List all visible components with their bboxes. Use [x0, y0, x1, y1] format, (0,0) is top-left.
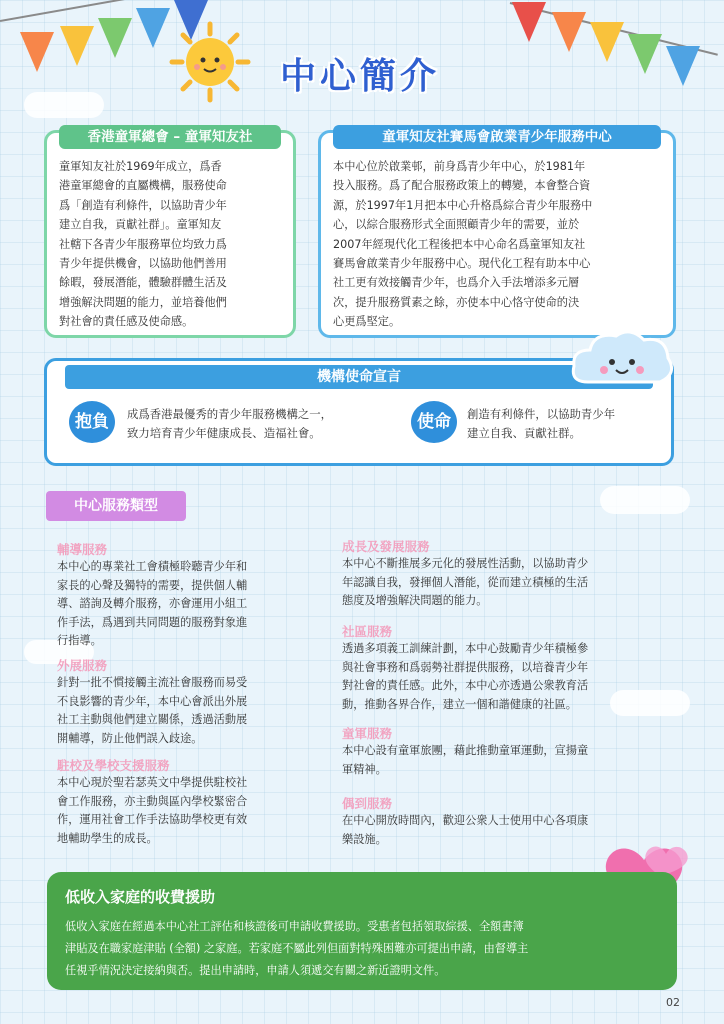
- text-line: 投入服務。爲了配合服務政策上的轉變，本會整合資: [333, 179, 591, 193]
- text-line: 軍精神。: [342, 762, 387, 776]
- text-line: 不良影響的青少年，本中心會派出外展: [57, 694, 248, 708]
- cloud: [610, 690, 690, 716]
- text-line: 次，提升服務質素之餘，亦使本中心恪守使命的決: [333, 295, 580, 309]
- text-line: 樂設施。: [342, 832, 387, 846]
- flag: [20, 32, 54, 72]
- text-line: 對社會的責任感及使命感。: [59, 315, 194, 329]
- services-tag: 中心服務類型: [46, 491, 186, 521]
- text-line: 透過多項義工訓練計劃，本中心鼓勵青少年積極參: [342, 642, 589, 655]
- text-line: 賽馬會啟業青少年服務中心。現代化工程有助本中心: [333, 257, 591, 271]
- service-title: 駐校及學校支援服務: [57, 758, 170, 773]
- sun-icon: [168, 20, 252, 104]
- service-title: 童軍服務: [342, 726, 393, 741]
- service-title: 成長及發展服務: [342, 539, 430, 554]
- service-description: [342, 812, 588, 849]
- fee-assistance-box: [47, 872, 677, 990]
- cloud-face-icon: [568, 326, 678, 392]
- text-line: 作手法，爲遇到共同問題的服務對象進: [57, 615, 248, 629]
- text-line: 社轄下各青少年服務單位均致力爲: [59, 237, 227, 251]
- mission-text: [467, 405, 615, 443]
- text-line: 本中心不斷推展多元化的發展性活動，以協助青少: [342, 557, 589, 570]
- text-line: 社工更有效接觸青少年，也爲介入手法增添多元層: [333, 276, 580, 290]
- flag: [666, 46, 700, 86]
- text-line: 增強解決問題的能力，並培養他們: [59, 295, 227, 309]
- text-line: 與社會事務和爲弱勢社群提供服務，以培養青少年: [342, 660, 589, 674]
- text-line: 本中心位於啟業邨，前身爲青少年中心，於1981年: [333, 160, 586, 173]
- cloud: [24, 92, 104, 118]
- text-line: 在中心開放時間內，歡迎公衆人士使用中心各項康: [342, 814, 589, 827]
- text-line: 餘暇，發展潛能，體驗群體生活及: [59, 276, 227, 290]
- vision-badge: 抱負: [69, 401, 115, 443]
- service-title: 輔導服務: [57, 542, 108, 557]
- text-line: 態度及增強解決問題的能力。: [342, 594, 488, 607]
- text-line: 心更爲堅定。: [333, 315, 401, 329]
- mission-badge: 使命: [411, 401, 457, 443]
- fee-assistance-title: 低收入家庭的收費援助: [65, 888, 216, 906]
- text-line: 動，推動各界合作，建立一個和諧健康的社區。: [342, 697, 577, 711]
- text-line: 創造有利條件，以協助青少年: [467, 407, 616, 421]
- text-line: 致力培育青少年健康成長、造福社會。: [127, 426, 321, 440]
- text-line: 青少年提供機會，以協助他們善用: [59, 257, 227, 271]
- text-line: 本中心的專業社工會積極聆聽青少年和: [57, 560, 248, 573]
- text-line: 心，以綜合服務形式全面照顧青少年的需要，並於: [333, 218, 580, 232]
- text-line: 源，於1997年1月把本中心升格爲綜合青少年服務中: [333, 198, 593, 212]
- flag: [628, 34, 662, 74]
- text-line: 對社會的責任感。此外，本中心亦透過公衆教育活: [342, 679, 589, 692]
- flag: [60, 26, 94, 66]
- text-line: 作，運用社會工作手法協助學校更有效: [57, 813, 248, 826]
- text-line: 家長的心聲及獨特的需要，提供個人輔: [57, 578, 248, 592]
- page-title: 中心簡介: [280, 56, 441, 97]
- flag: [136, 8, 170, 48]
- text-line: 爲「創造有利條件，以協助青少年: [59, 198, 227, 212]
- flag: [512, 2, 546, 42]
- service-description: [342, 742, 588, 779]
- about-organization-card: [44, 130, 296, 338]
- flag: [98, 18, 132, 58]
- vision-text: [127, 405, 332, 443]
- card-heading: 香港童軍總會 – 童軍知友社: [59, 125, 281, 149]
- text-line: 津貼及在職家庭津貼 (全額) 之家庭。若家庭不屬此列但面對特殊困難亦可提出申請，由督導主: [65, 942, 529, 955]
- text-line: 年認識自我，發揮個人潛能，從而建立積極的生活: [342, 575, 589, 589]
- text-line: 導、諮詢及轉介服務，亦會運用小組工: [57, 597, 248, 610]
- text-line: 童軍知友社於1969年成立，爲香: [59, 160, 222, 173]
- mission-heading: 機構使命宣言: [65, 365, 653, 389]
- text-line: 本中心現於聖若瑟英文中學提供駐校社: [57, 776, 248, 789]
- flag: [552, 12, 586, 52]
- flag: [590, 22, 624, 62]
- text-line: 2007年經現代化工程後把本中心命名爲童軍知友社: [333, 237, 586, 251]
- text-line: 港童軍總會的直屬機構，服務使命: [59, 179, 227, 193]
- text-line: 本中心設有童軍旅團，藉此推動童軍運動，宣揚童: [342, 744, 589, 757]
- text-line: 社工主動與他們建立關係，透過活動展: [57, 713, 248, 726]
- page-number: 02: [666, 996, 680, 1009]
- text-line: 建立自我、貢獻社群。: [467, 426, 581, 440]
- text-line: 成爲香港最優秀的青少年服務機構之一，: [127, 407, 333, 421]
- service-description: [57, 674, 247, 748]
- service-title: 外展服務: [57, 658, 108, 673]
- service-title: 偶到服務: [342, 796, 393, 811]
- text-line: 任視乎情況決定接納與否。提出申請時，申請人須遞交有關之新近證明文件。: [65, 964, 446, 977]
- service-title: 社區服務: [342, 624, 393, 639]
- fee-assistance-text: [65, 916, 663, 982]
- service-description: [57, 774, 247, 848]
- text-line: 開輔導，防止他們誤入歧途。: [57, 731, 203, 745]
- text-line: 行指導。: [57, 634, 102, 647]
- card-body: [333, 157, 663, 332]
- text-line: 會工作服務，亦主動與區內學校緊密合: [57, 794, 248, 808]
- service-description: [57, 558, 247, 651]
- text-line: 建立自我，貢獻社群」。童軍知友: [59, 218, 222, 232]
- cloud: [600, 486, 690, 514]
- card-heading: 童軍知友社賽馬會啟業青少年服務中心: [333, 125, 661, 149]
- service-description: [342, 555, 588, 611]
- card-body: [59, 157, 283, 332]
- text-line: 針對一批不慣接觸主流社會服務而易受: [57, 676, 248, 689]
- text-line: 低收入家庭在經過本中心社工評估和核證後可申請收費援助。受惠者包括領取綜援、全額書簿: [65, 920, 524, 933]
- service-description: [342, 640, 588, 714]
- text-line: 地輔助學生的成長。: [57, 831, 158, 845]
- about-centre-card: [318, 130, 676, 338]
